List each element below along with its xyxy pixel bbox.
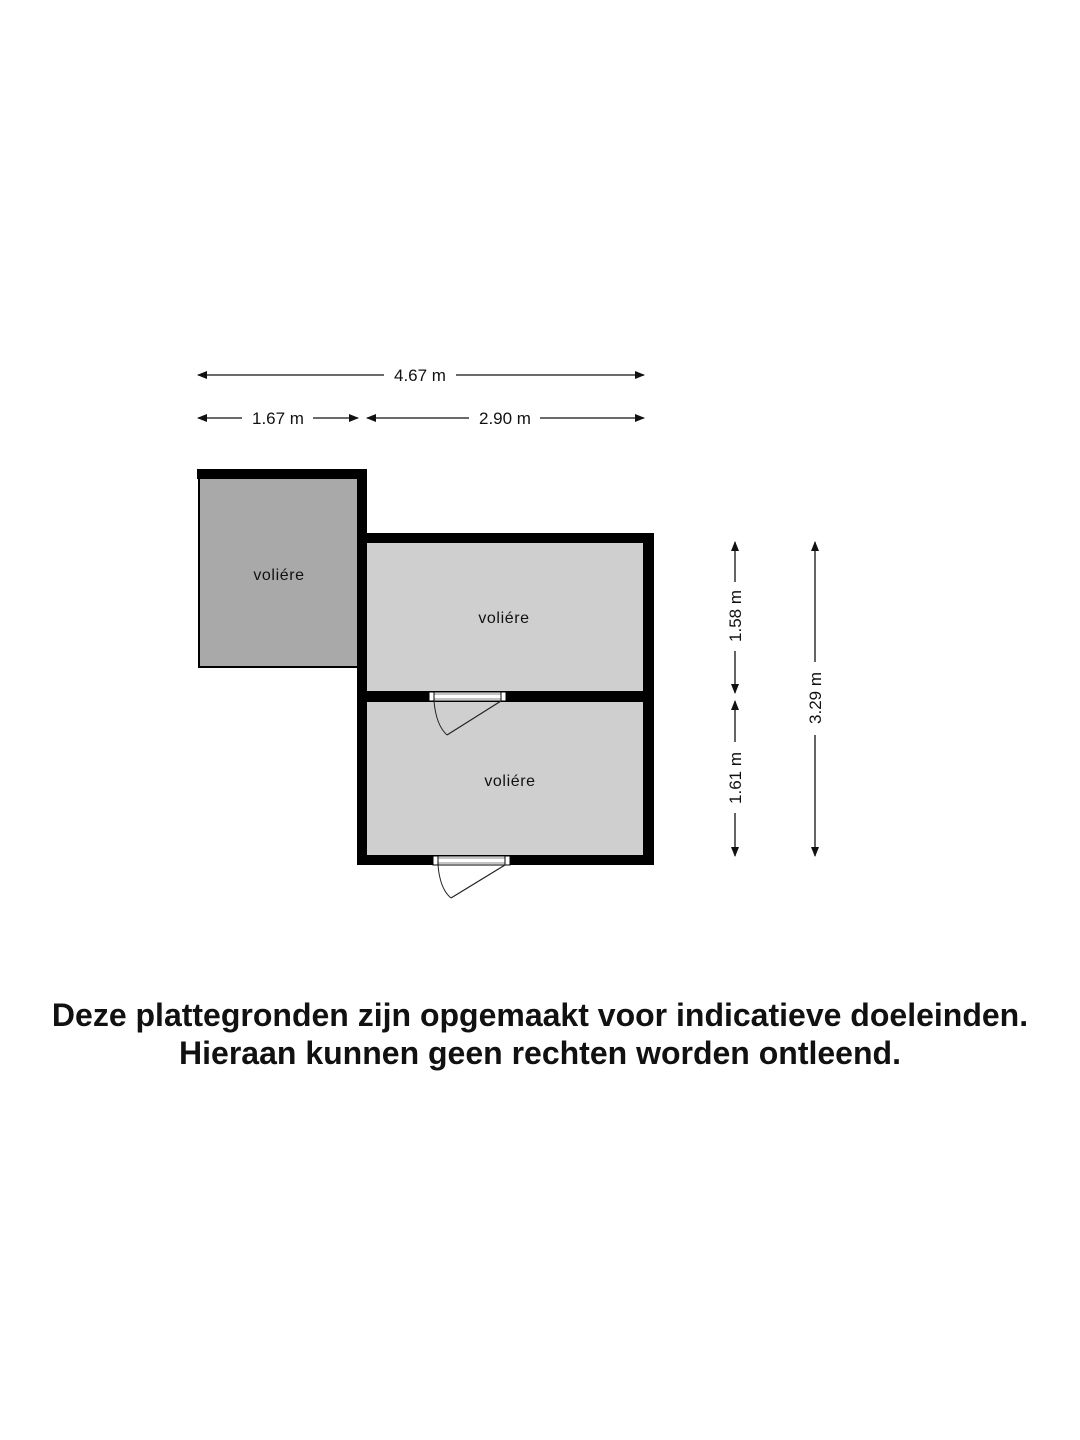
dimension-lower-depth-label: 1.61 m [726, 752, 745, 804]
room-left [197, 469, 367, 668]
dimension-total-depth [806, 542, 825, 856]
door-middle-opening [429, 692, 506, 701]
room-lower-right [366, 702, 644, 856]
door-entry-swing [438, 865, 451, 898]
wall-right-top [357, 533, 654, 543]
dimension-total-width-label: 4.67 m [394, 366, 446, 385]
dimension-lower-depth [726, 701, 745, 856]
disclaimer [0, 996, 1080, 1072]
dimension-total-depth-label: 3.29 m [806, 672, 825, 724]
room-left-label: voliére [253, 567, 305, 584]
room-upper-right-label: voliére [478, 610, 530, 627]
dimension-right-width [367, 409, 644, 428]
room-lower-right-label: voliére [484, 773, 536, 790]
door-entry-opening [433, 856, 510, 865]
dimension-left-width [198, 409, 358, 428]
door-entry [433, 856, 510, 898]
door-entry-leaf [451, 865, 505, 898]
dimension-upper-depth-label: 1.58 m [726, 590, 745, 642]
disclaimer-line-2: Hieraan kunnen geen rechten worden ontleend. [179, 1035, 901, 1071]
dimension-left-width-label: 1.67 m [252, 409, 304, 428]
dimension-upper-depth [726, 542, 745, 693]
wall-left-right [357, 469, 367, 543]
dimension-total-width [198, 366, 644, 385]
room-upper-right [366, 542, 644, 692]
wall-left-top [197, 469, 367, 479]
disclaimer-line-1: Deze plattegronden zijn opgemaakt voor indicatieve doeleinden. [51, 997, 1029, 1033]
dimension-right-width-label: 2.90 m [479, 409, 531, 428]
